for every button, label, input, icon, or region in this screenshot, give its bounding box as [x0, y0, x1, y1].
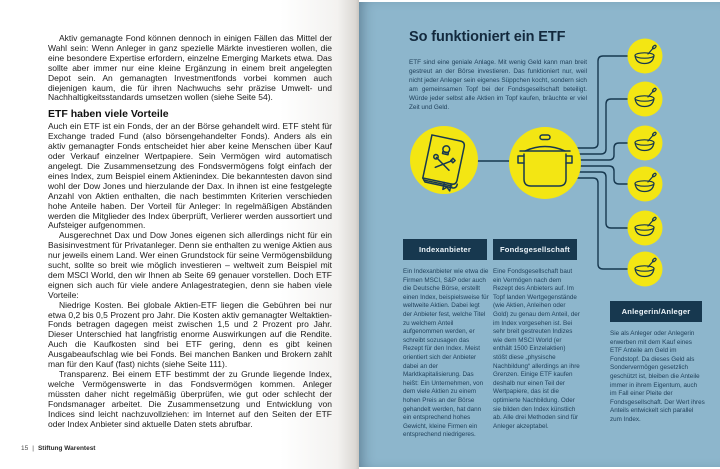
left-page [0, 0, 359, 469]
paragraph: Aktiv gemanagte Fond können dennoch in einigen Fällen das Mittel der Wahl sein: Wenn Anleger in ganz spezielle Märkte investieren wollen, die eine besondere Expertise erfordern, einzelne Emerging Markets etwa. Das sollte aber immer nur eine kleine Ergänzung in einem breit angelegten Depot sein. An gemanagten Investmentfonds vorbei kommen auch diejenigen kaum, die für ihren Nachwuchs sehr präzise Umwelt- und Nachhaltigkeitsstandards umsetzen wollen (siehe Seite 54). [48, 33, 332, 103]
section-body-anlegerin-anleger: Sie als Anleger oder Anlegerin erwerben mit dem Kauf eines ETF Anteile am Geld im Fondstopf. Da dieses Geld als Sondervermögen gesetzlich geschützt ist, bleiben die Anteile immer in ihrem Eigentum, auch im Fall einer Pleite der Fondsgesellschaft. Der Wert ihres Anteils entwickelt sich parallel zum Index. [610, 330, 705, 423]
section-heading: ETF haben viele Vorteile [48, 108, 169, 121]
bowl-icon [628, 126, 663, 161]
bowl-icon [628, 211, 663, 246]
bowl-icon [628, 82, 663, 117]
infographic-title: So funktioniert ein ETF [409, 29, 566, 45]
paragraph: Ausgerechnet Dax und Dow Jones eigenen sich allerdings nicht für ein Basisinvestment für Privatanleger. Denn sie enthalten zu wenige Aktien aus nur jeweils einem Land. Wer einen Grundstock für seine Vermögensbildung sucht, sollte so breit wie möglich investieren – weltweit zum Beispiel mit dem MSCI World, den wir Ihnen ab Seite 69 genauer vorstellen. Doch ETF eignen sich auch für viele andere Anlagestrategien, denn sie haben viele Vorteile: [48, 230, 332, 300]
paragraph: Transparenz. Bei einem ETF bestimmt der zu Grunde liegende Index, welche Vermögenswerte in das Fondsvermögen kommen. Anleger müssten daher nicht regelmäßig überprüfen, wie gut oder schlecht der Fondsmanager arbeitet. Die Zusammensetzung und Entwicklung von Indices sind leicht nachzuvollziehen: im Internet auf den Seiten der ETF oder Index Anbieter sind aktuelle Daten stets abrufbar. [48, 369, 332, 429]
footer-separator: | [32, 445, 34, 452]
paragraph: Niedrige Kosten. Bei globale Aktien-ETF liegen die Gebühren bei nur etwa 0,2 bis 0,5 Prozent pro Jahr. Die Kosten aktiv gemanagter Weltaktien-Fonds betragen dagegen meist zwischen 1,5 und 2 Prozent pro Jahr. Dieser Unterschied hat langfristig enorme Auswirkungen auf die Rendite. Auch die Kaufkosten sind bei ETF gering, denn es gibt keinen Ausgabeaufschlag wie bei Fonds. Bei manchen Banken und Brokern zahlt man für den Kauf (fast) nichts (siehe Seite 111). [48, 299, 332, 370]
bowl-icon [628, 252, 663, 287]
right-page-infographic [359, 2, 720, 467]
paragraph: Auch ein ETF ist ein Fonds, der an der Börse gehandelt wird. ETF steht für Exchange traded Fund (also börsengehandelter Fonds). Anders als ein aktiv gemanagter Fonds entscheidet hier aber keine Menschen über Kauf oder Verkauf einzelner Wertpapiere. Sein Vermögen wird automatisch angelegt. Die Zusammensetzung des Fondsvermögens folgt einfach der eines Index, zum Beispiel einem Aktienindex. Die bekanntesten davon sind wohl der Dow Jones und hierzulande der Dax. In ihnen ist eine festgelegte Anzahl von Aktien enthalten, die nach bestimmten Kriterien verschieden hohe Anteile haben. Der Vorteil für Anleger: In regelmäßigen Abständen werden die Mitglieder des Index überprüft, Verlierer werden aussortiert und Aufsteiger aufgenommen. [48, 121, 332, 231]
pot-icon [509, 127, 581, 199]
label-anlegerin-anleger: Anlegerin/Anleger [610, 301, 702, 322]
section-body-indexanbieter: Ein Indexanbieter wie etwa die Firmen MSCI, S&P oder auch die Deutsche Börse, erstellt einen Index, beispielsweise für weltweite Aktien. Dabei legt der Anbieter fest, welche Titel zu welchem Anteil aufgenommen werden, er schreibt sozusagen das Rezept für den Index. Meist orientiert sich der Anbieter dabei an der Marktkapitalisierung. Das heißt: Ein Unternehmen, von dem viele Aktien zu einem hohen Preis an der Börse gehandelt werden, hat dann ein entsprechend hohes Gewicht, kleine Firmen ein entsprechend niedrigeres. [403, 268, 489, 439]
page-footer [21, 445, 95, 452]
label-indexanbieter: Indexanbieter [403, 239, 487, 260]
infographic-intro: ETF sind eine geniale Anlage. Mit wenig Geld kann man breit gestreut an der Börse investieren. Das funktioniert nur, weil nicht jeder Anleger sein eigenes Süppchen kocht, sondern sich am gemeinsamen Topf bei der Fondsgesellschaft beteiligt. Würde jeder selbst alle Aktien im Topf kaufen, bräuchte er viel Zeit und Geld. [409, 59, 587, 111]
bowl-icon [628, 167, 663, 202]
publisher-name: Stiftung Warentest [37, 445, 96, 452]
bowl-icon [628, 39, 663, 74]
left-page-text-column [48, 34, 332, 429]
label-fondsgesellschaft: Fondsgesellschaft [493, 239, 577, 260]
cookbook-icon [410, 126, 478, 194]
bowl-icons [628, 39, 663, 287]
section-body-fondsgesellschaft: Eine Fondsgesellschaft baut ein Vermögen nach dem Rezept des Anbieters auf. Im Topf landen Wertgegenstände (wie Aktien, Anleihen oder Gold) zu genau dem Anteil, der im Index vorgesehen ist. Bei sehr breit gestreuten Indizes wie dem MSCI World (er enthält 1500 Einzelaktien) stößt diese „physische Nachbildung“ allerdings an ihre Grenzen. Einige ETF kaufen deshalb nur einen Teil der Wertpapiere, das ist die optimierte Nachbildung. Oder sie bilden den Index künstlich ab. Alle drei Methoden sind für Anleger akzeptabel. [493, 268, 580, 430]
page-number: 15 [21, 445, 29, 452]
